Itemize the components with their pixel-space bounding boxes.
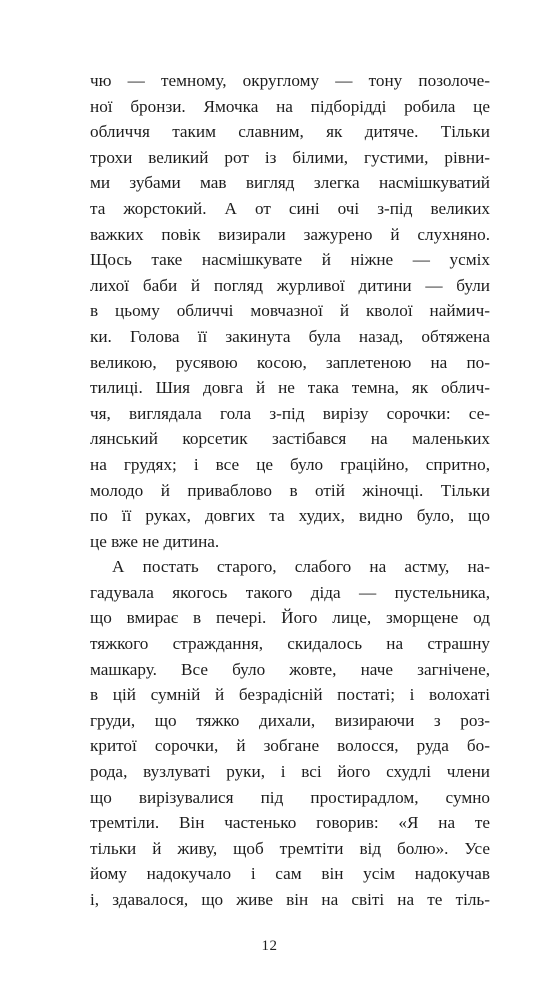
text-line: обличчя таким славним, як дитяче. Тільки: [90, 122, 490, 142]
text-line: йому надокучало і сам він усім надокучав: [90, 864, 490, 884]
text-line: що вмирає в печері. Його лице, зморщене од: [90, 608, 490, 628]
text-line: по її руках, довгих та худих, видно було, що: [90, 506, 490, 526]
text-line: на грудях; і все це було граційно, спритно,: [90, 454, 490, 474]
text-line: лянський корсетик застібався на маленьких: [90, 429, 490, 449]
text-line: ної бронзи. Ямочка на підборідді робила це: [90, 96, 490, 116]
text-line: тяжкого страждання, скидалось на страшну: [90, 634, 490, 654]
text-line: трохи великий рот із білими, густими, рівни-: [90, 147, 490, 167]
text-line: гадувала якогось такого діда — пустельника,: [90, 582, 490, 602]
paragraph-last-line: це вже не дитина.: [90, 531, 220, 551]
text-line: чя, виглядала гола з-під вирізу сорочки: се-: [90, 403, 490, 423]
text-line: критої сорочки, й зобгане волосся, руда бо-: [90, 736, 490, 756]
paragraph-first-line: А постать старого, слабого на астму, на-: [112, 557, 490, 577]
text-line: тилиці. Шия довга й не така темна, як облич-: [90, 378, 490, 398]
text-line: в цьому обличчі мовчазної й кволої наймич-: [90, 301, 490, 321]
text-line: в цій сумній й безрадісній постаті; і волохаті: [90, 685, 490, 705]
text-line: тільки й живу, щоб тремтіти від болю». Усе: [90, 838, 490, 858]
text-line: машкару. Все було жовте, наче загнічене,: [90, 659, 490, 679]
text-line: груди, що тяжко дихали, визираючи з роз-: [90, 710, 490, 730]
text-line: молодо й приваблово в отій жіночці. Тільки: [90, 480, 490, 500]
text-line: важких повік визирали зажурено й слухняно.: [90, 224, 490, 244]
text-line: тремтіли. Він частенько говорив: «Я на те: [90, 813, 490, 833]
text-line: чю — темному, округлому — тону позолоче-: [90, 71, 490, 90]
text-line: великою, русявою косою, заплетеною на по-: [90, 352, 490, 372]
page-number: 12: [261, 938, 278, 954]
text-line: лихої баби й погляд журливої дитини — були: [90, 275, 490, 295]
body-text: [90, 68, 490, 913]
text-line: що вирізувалися під простирадлом, сумно: [90, 787, 490, 807]
text-line: та жорстокий. А от сині очі з-під великих: [90, 198, 490, 218]
text-line: Щось таке насмішкувате й ніжне — усміх: [90, 250, 490, 270]
text-line: ми зубами мав вигляд злегка насмішкуватий: [90, 173, 490, 193]
text-line: і, здавалося, що живе він на світі на те тіль-: [90, 890, 490, 909]
text-line: ки. Голова її закинута була назад, обтяжена: [90, 326, 490, 346]
text-line: рода, вузлуваті руки, і всі його схудлі члени: [90, 762, 490, 782]
